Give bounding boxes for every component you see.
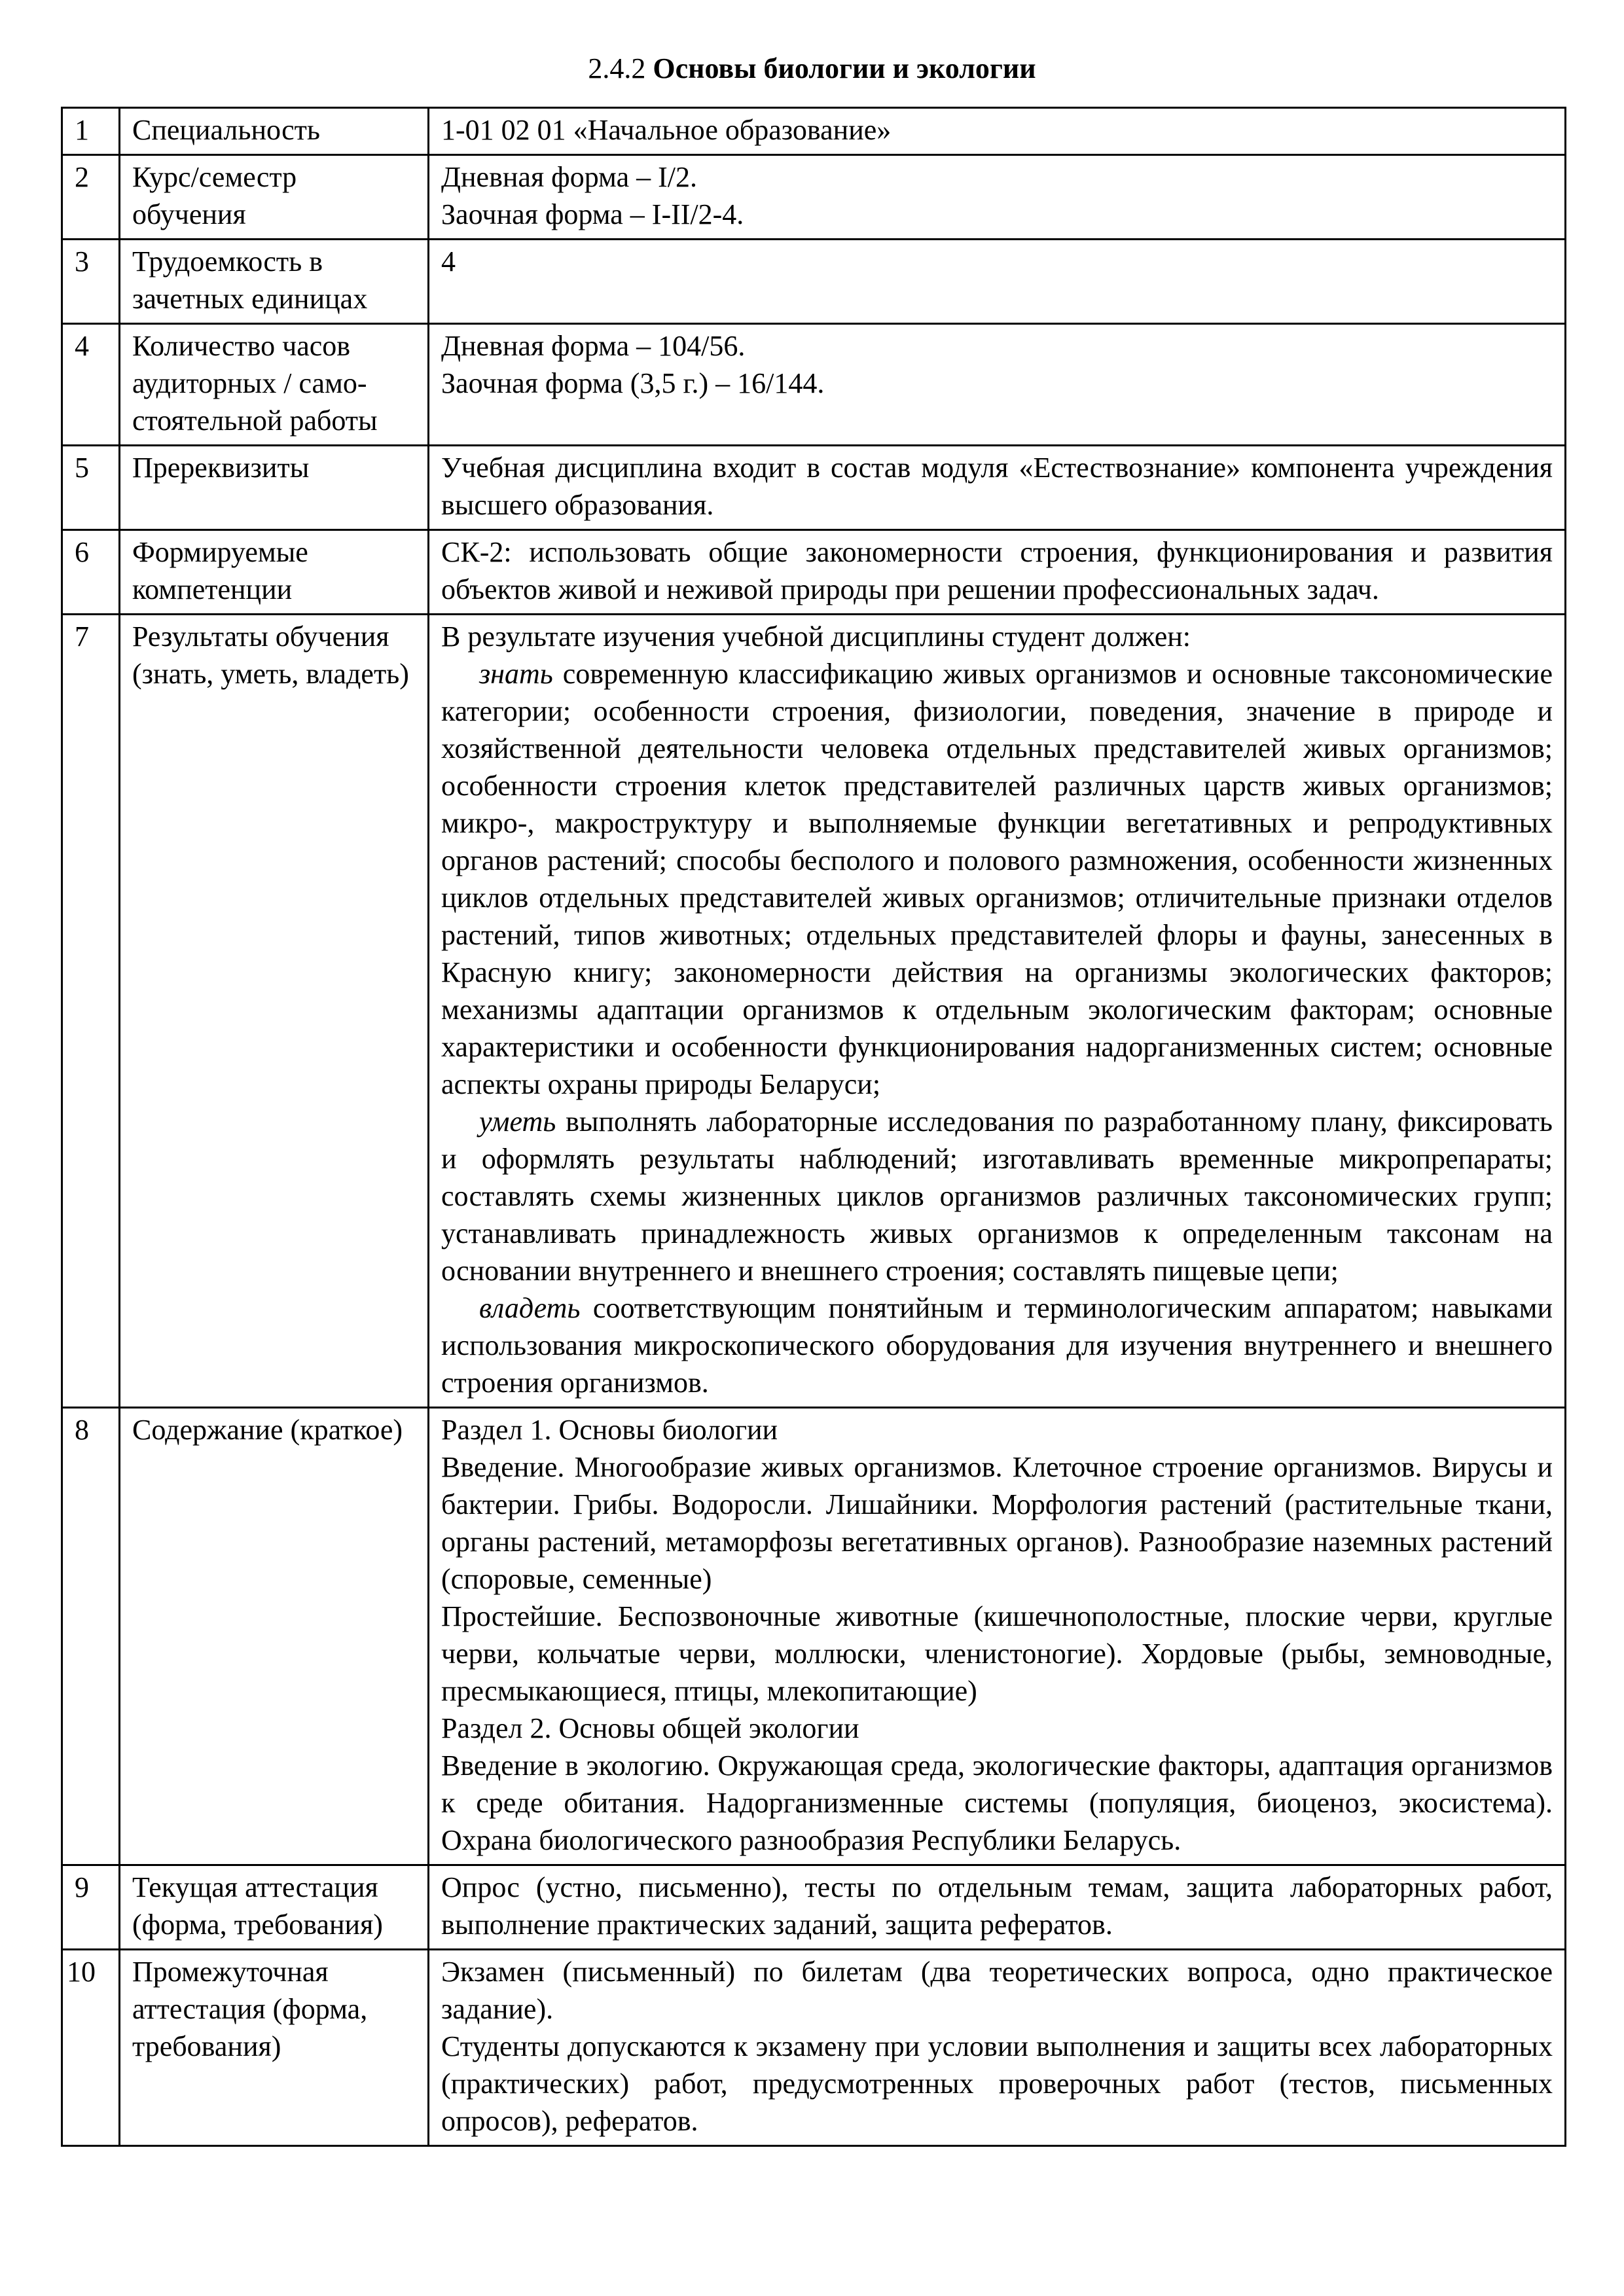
row-number: 6 (62, 530, 120, 615)
row-content (429, 615, 1566, 1408)
table-row (62, 530, 1566, 615)
table-row (62, 324, 1566, 446)
content-line: Студенты допускаются к экзамену при условии выполнения и защиты всех лабораторных (практических) работ, предусмотренных проверочных работ (тестов, письменных опросов), рефератов. (441, 2030, 1553, 2137)
content-line: Опрос (устно, письменно), тесты по отдельным темам, защита лабораторных работ, выполнение практических заданий, защита рефератов. (441, 1871, 1553, 1941)
row-label: Промежуточная аттестация (форма, требования) (120, 1950, 429, 2146)
discipline-table (61, 107, 1566, 2147)
content-line: Введение в экологию. Окружающая среда, экологические факторы, адаптация организмов к среде обитания. Надорганизменные системы (популяция, биоценоз, экосистема). Охрана биологического разнообразия Республики Беларусь. (441, 1749, 1553, 1856)
content-line: Экзамен (письменный) по билетам (два теоретических вопроса, одно практическое задание). (441, 1956, 1553, 2025)
can-paragraph (441, 1103, 1553, 1289)
section-heading: Раздел 1. Основы биологии (441, 1414, 778, 1446)
row-content (429, 446, 1566, 530)
row-number: 7 (62, 615, 120, 1408)
section-title: Основы биологии и экологии (653, 52, 1036, 84)
page-title (0, 51, 1624, 86)
row-content (429, 108, 1566, 155)
row-number: 9 (62, 1865, 120, 1950)
table-row (62, 1865, 1566, 1950)
content-line: СК-2: использовать общие закономерности строения, функционирования и развития объектов живой и неживой природы при решении профессиональных задач. (441, 536, 1553, 605)
know-text: современную классификацию живых организмов и основные таксономические категории; особенности строения, физиологии, поведения, значение в природе и хозяйственной деятельности человека отдельных представителей живых организмов; особенности строения клеток представителей различных царств живых организмов; микро-, макроструктуру и выполняемые функции вегетативных и репродуктивных органов растений; способы бесполого и полового размножения, особенности жизненных циклов отдельных представителей живых организмов; отличительные признаки отделов растений, типов животных; отдельных представителей флоры и фауны, занесенных в Красную книгу; закономерности действия на организмы экологических факторов; механизмы адаптации организмов к отдельным экологическим факторам; основные характеристики и особенности функционирования надорганизменных систем; основные аспекты охраны природы Беларуси; (441, 658, 1553, 1100)
row-content (429, 155, 1566, 240)
table-row (62, 1950, 1566, 2146)
row-label: Содержание (краткое) (120, 1408, 429, 1865)
section-heading: Раздел 2. Основы общей экологии (441, 1712, 859, 1744)
row-content (429, 324, 1566, 446)
row-content (429, 1408, 1566, 1865)
content-line: Заочная форма (3,5 г.) – 16/144. (441, 367, 825, 399)
row-label: Специальность (120, 108, 429, 155)
content-line: Учебная дисциплина входит в состав модуля «Естествознание» компонента учреждения высшего образования. (441, 452, 1553, 521)
learning-outcomes-intro: В результате изучения учебной дисциплины студент должен: (441, 620, 1191, 653)
table-row (62, 615, 1566, 1408)
know-paragraph (441, 655, 1553, 1103)
can-text: выполнять лабораторные исследования по разработанному плану, фиксировать и оформлять результаты наблюдений; изготавливать временные микропрепараты; составлять схемы жизненных циклов организмов различных таксономических групп; устанавливать принадлежность живых организмов к определенным таксонам на основании внутреннего и внешнего строения; составлять пищевые цепи; (441, 1105, 1553, 1287)
row-label: Результаты обучения (знать, уметь, владеть) (120, 615, 429, 1408)
row-content (429, 1950, 1566, 2146)
can-term: уметь (479, 1105, 556, 1138)
row-content (429, 1865, 1566, 1950)
content-line: Дневная форма – I/2. (441, 161, 697, 193)
own-text: соответствующим понятийным и терминологическим аппаратом; навыками использования микроскопического оборудования для изучения внутреннего и внешнего строения организмов. (441, 1292, 1553, 1399)
row-number: 3 (62, 240, 120, 324)
know-term: знать (479, 658, 553, 690)
table-row (62, 240, 1566, 324)
content-line: 4 (441, 245, 456, 278)
content-line: Введение. Многообразие живых организмов. Клеточное строение организмов. Вирусы и бактерии. Грибы. Водоросли. Лишайники. Морфология растений (растительные ткани, органы растений, метаморфозы вегетативных органов). Разнообразие наземных растений (споровые, семенные) (441, 1451, 1553, 1595)
row-content (429, 530, 1566, 615)
row-label: Текущая аттестация (форма, требования) (120, 1865, 429, 1950)
row-label: Количество часов аудиторных / само-стоятельной работы (120, 324, 429, 446)
content-line: 1-01 02 01 «Начальное образование» (441, 114, 892, 146)
own-term: владеть (479, 1292, 581, 1324)
content-line: Заочная форма – I-II/2-4. (441, 198, 744, 230)
row-number: 5 (62, 446, 120, 530)
row-number: 8 (62, 1408, 120, 1865)
own-paragraph (441, 1289, 1553, 1401)
table-row (62, 446, 1566, 530)
table-row (62, 1408, 1566, 1865)
table-row (62, 155, 1566, 240)
content-line: Простейшие. Беспозвоночные животные (кишечнополостные, плоские черви, круглые черви, кольчатые черви, моллюски, членистоногие). Хордовые (рыбы, земноводные, пресмыкающиеся, птицы, млекопитающие) (441, 1600, 1553, 1707)
row-number: 4 (62, 324, 120, 446)
section-number: 2.4.2 (588, 52, 646, 84)
row-number: 10 (62, 1950, 120, 2146)
row-label: Трудоемкость в зачетных единицах (120, 240, 429, 324)
row-number: 1 (62, 108, 120, 155)
row-label: Курс/семестр обучения (120, 155, 429, 240)
content-line: Дневная форма – 104/56. (441, 330, 746, 362)
row-content (429, 240, 1566, 324)
row-label: Пререквизиты (120, 446, 429, 530)
row-label: Формируемые компетенции (120, 530, 429, 615)
row-number: 2 (62, 155, 120, 240)
table-row (62, 108, 1566, 155)
